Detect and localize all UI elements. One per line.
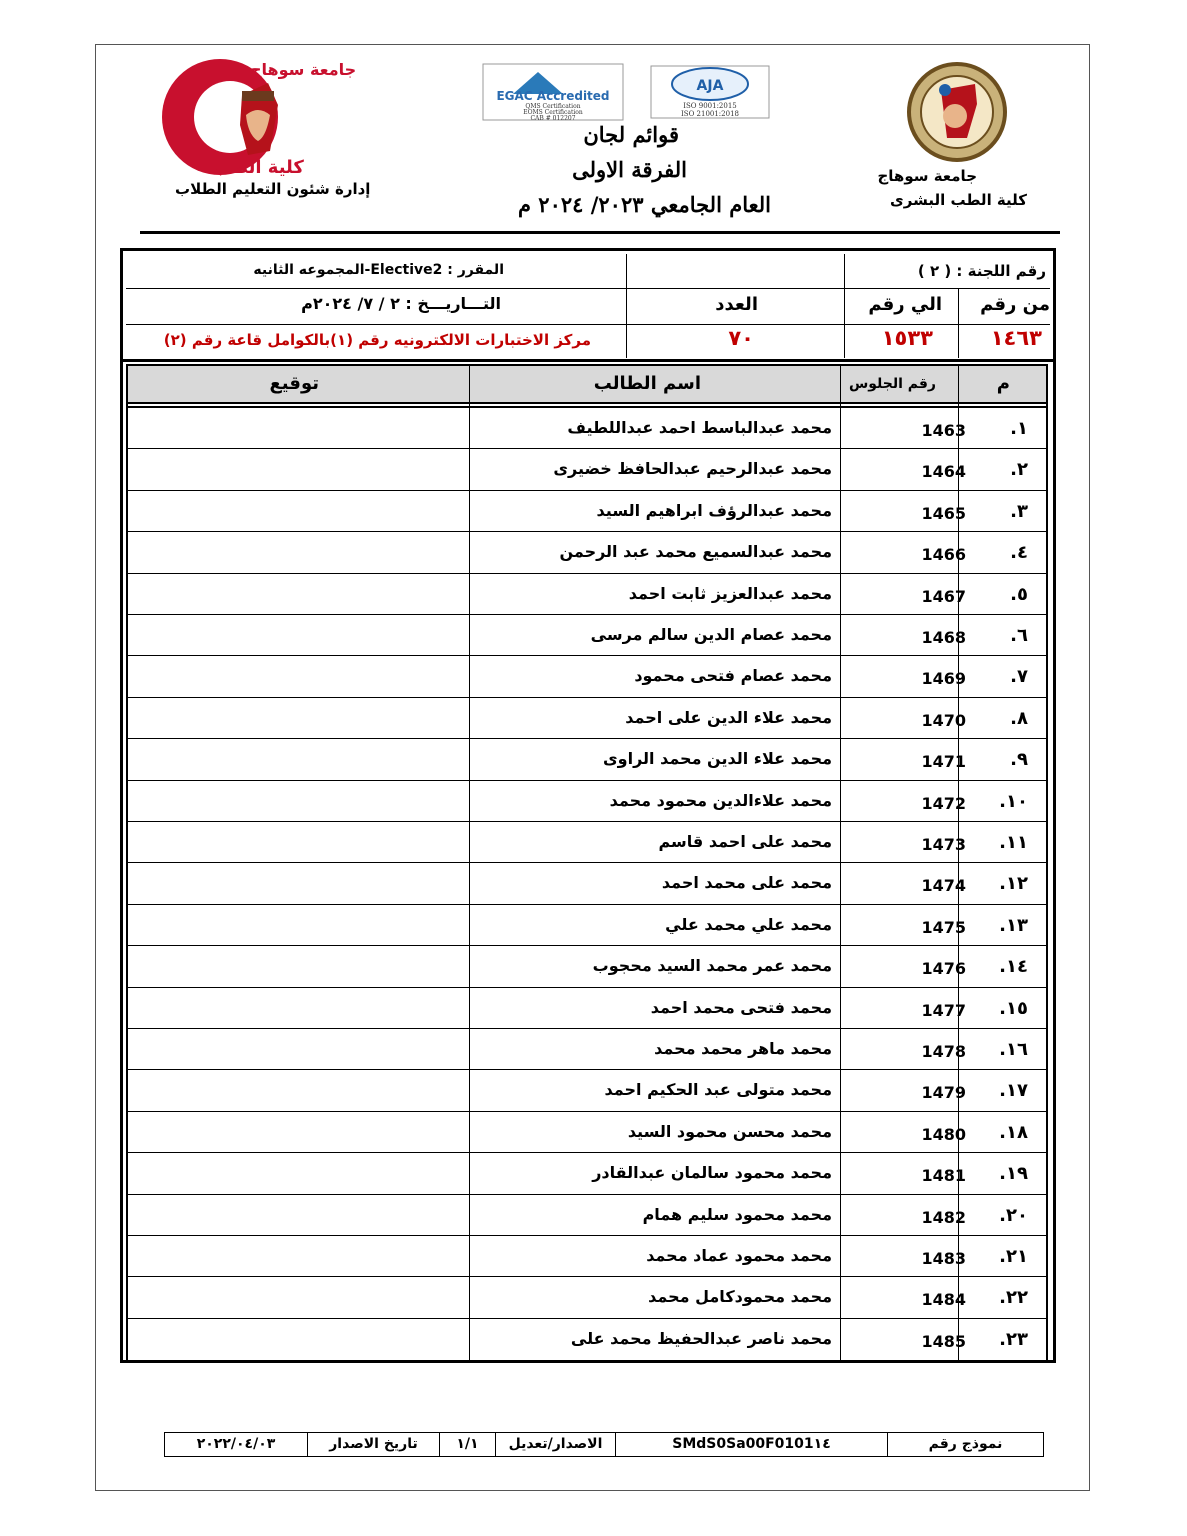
signature-cell[interactable] [126, 988, 468, 1028]
signature-cell[interactable] [126, 698, 468, 738]
table-row [126, 781, 1048, 822]
row-number: ١٨. [999, 1121, 1028, 1143]
header-num: م [996, 373, 1010, 394]
seat-number: 1481 [921, 1166, 966, 1186]
student-name: محمد علاء الدين على احمد [625, 707, 832, 727]
signature-cell[interactable] [126, 781, 468, 821]
egac-label: EGAC Accredited [496, 89, 610, 103]
row-number: ١. [1010, 418, 1028, 439]
table-row [126, 1112, 1048, 1153]
faculty-name: كلية الطب البشرى [889, 191, 1027, 209]
header-name: اسم الطالب [593, 373, 701, 394]
signature-cell[interactable] [126, 905, 468, 945]
signature-cell[interactable] [126, 1319, 468, 1360]
table-row [126, 615, 1048, 656]
table-row [126, 698, 1048, 739]
signature-cell[interactable] [126, 408, 468, 448]
table-row [126, 574, 1048, 615]
signature-cell[interactable] [126, 615, 468, 655]
info-row-committee [126, 254, 1050, 289]
university-name: جامعة سوهاج [877, 167, 977, 185]
student-name: محمد محمود سليم همام [642, 1204, 832, 1224]
student-name: محمد محمود عماد محمد [646, 1246, 832, 1265]
seat-number: 1476 [921, 959, 966, 979]
table-row [126, 905, 1048, 946]
seat-number: 1463 [921, 421, 966, 440]
seat-number: 1464 [921, 462, 966, 482]
signature-cell[interactable] [126, 449, 468, 489]
svg-text:CAB # 012207: CAB # 012207 [530, 115, 576, 122]
student-name: محمد محسن محمود السيد [627, 1121, 832, 1141]
table-row [126, 1029, 1048, 1070]
signature-cell[interactable] [126, 1195, 468, 1235]
table-row [126, 988, 1048, 1029]
university-logo [905, 60, 1010, 165]
title-lists: قوائم لجان [583, 122, 679, 147]
signature-cell[interactable] [126, 863, 468, 903]
row-number: ٦. [1010, 625, 1028, 646]
document-footer [164, 1432, 1044, 1457]
table-row [126, 739, 1048, 780]
signature-cell[interactable] [126, 739, 468, 779]
table-row [126, 1236, 1048, 1277]
row-number: ١٩. [999, 1163, 1028, 1185]
row-number: ٢٣. [999, 1328, 1028, 1350]
seat-number: 1473 [921, 835, 966, 854]
student-name: محمد عبدالرحيم عبدالحافظ خضيرى [553, 459, 832, 479]
issue-value: ١/١ [439, 1433, 495, 1456]
table-row [126, 1070, 1048, 1111]
seat-number: 1466 [921, 545, 966, 565]
student-name: محمد عبدالباسط احمد عبداللطيف [567, 418, 832, 437]
signature-cell[interactable] [126, 574, 468, 614]
row-number: ٥. [1010, 583, 1028, 605]
to-value: ١٥٣٣ [881, 326, 933, 350]
student-name: محمد علاءالدين محمود محمد [609, 790, 832, 810]
signature-cell[interactable] [126, 1112, 468, 1152]
row-number: ٢٢. [999, 1287, 1028, 1309]
row-number: ٤. [1010, 542, 1028, 564]
header-seat: رقم الجلوس [848, 376, 936, 392]
issue-date-value: ٢٠٢٢/٠٤/٠٣ [196, 1436, 276, 1452]
student-name: محمد محمودكامل محمد [648, 1287, 832, 1307]
signature-cell[interactable] [126, 1236, 468, 1276]
seat-number: 1474 [921, 876, 966, 896]
student-name: محمد متولى عبد الحكيم احمد [604, 1080, 832, 1100]
certification-logos [483, 64, 771, 120]
course-label: المقرر : Elective2-المجموعه الثانيه [253, 262, 504, 278]
exam-location: مركز الاختبارات الالكترونيه رقم (١)بالكوامل قاعة رقم (٢) [163, 331, 591, 349]
info-row-labels [126, 288, 1050, 325]
student-name: محمد عصام فتحى محمود [634, 666, 832, 686]
table-row [126, 1319, 1048, 1360]
student-name: محمد علي محمد علي [665, 914, 832, 934]
row-number: ٢١. [999, 1246, 1028, 1267]
seat-number: 1465 [921, 503, 966, 523]
student-name: محمد محمود سالمان عبدالقادر [592, 1163, 832, 1183]
svg-text:كلية الطب: كلية الطب [212, 157, 304, 178]
faculty-logo [150, 55, 357, 185]
signature-cell[interactable] [126, 1029, 468, 1069]
row-number: ٣. [1010, 500, 1028, 522]
header-signature: توقيع [269, 373, 319, 394]
table-row [126, 449, 1048, 490]
header-divider [140, 231, 1060, 234]
row-number: ٧. [1010, 666, 1028, 688]
student-name: محمد ناصر عبدالحفيظ محمد على [570, 1328, 832, 1348]
seat-number: 1470 [921, 710, 966, 730]
form-number-value: SMdS0Sa00F0101١٤ [615, 1433, 887, 1456]
seat-number: 1477 [921, 1000, 966, 1020]
row-number: ١٥. [999, 997, 1028, 1019]
row-number: ١٤. [999, 956, 1028, 978]
seat-number: 1475 [921, 917, 966, 937]
signature-cell[interactable] [126, 532, 468, 572]
committee-number: رقم اللجنة : ( ٢ ) [917, 262, 1046, 280]
seat-number: 1482 [921, 1207, 966, 1227]
seat-number: 1468 [921, 628, 966, 647]
signature-cell[interactable] [126, 656, 468, 696]
svg-text:ISO 9001:2015: ISO 9001:2015 [683, 102, 737, 110]
svg-text:جامعة سوهاج: جامعة سوهاج [250, 60, 357, 79]
seat-number: 1485 [921, 1331, 966, 1351]
student-name: محمد ماهر محمد محمد [654, 1039, 832, 1058]
row-number: ١٦. [999, 1039, 1028, 1060]
from-value: ١٤٦٣ [990, 326, 1042, 350]
signature-cell[interactable] [126, 1070, 468, 1110]
seat-number: 1484 [921, 1290, 966, 1310]
student-name: محمد عبدالسميع محمد عبد الرحمن [559, 542, 832, 562]
seat-number: 1480 [921, 1124, 966, 1144]
count-label: العدد [715, 294, 758, 315]
table-row [126, 946, 1048, 987]
issue-date-label: تاريخ الاصدار [307, 1433, 439, 1456]
title-level: الفرقة الاولى [572, 157, 687, 182]
student-name: محمد على احمد قاسم [658, 832, 832, 851]
table-row [126, 656, 1048, 697]
row-number: ١١. [999, 832, 1028, 853]
row-number: ٨. [1010, 707, 1028, 729]
table-row [126, 863, 1048, 904]
from-label: من رقم [980, 294, 1050, 315]
svg-text:EOMS Certification: EOMS Certification [523, 109, 583, 116]
to-label: الي رقم [868, 294, 942, 315]
row-number: ٢. [1010, 459, 1028, 481]
student-name: محمد عبدالعزيز ثابت احمد [628, 583, 832, 603]
row-number: ١٢. [999, 873, 1028, 895]
title-academic-year: العام الجامعي ٢٠٢٣/ ٢٠٢٤ م [517, 192, 771, 217]
table-row [126, 491, 1048, 532]
table-row [126, 1277, 1048, 1318]
signature-cell[interactable] [126, 1277, 468, 1317]
table-row [126, 408, 1048, 449]
table-row [126, 532, 1048, 573]
seat-number: 1467 [921, 586, 966, 606]
seat-number: 1469 [921, 669, 966, 689]
row-number: ٩. [1010, 749, 1028, 771]
student-name: محمد عمر محمد السيد محجوب [592, 956, 832, 976]
table-row [126, 1195, 1048, 1236]
signature-cell[interactable] [126, 1153, 468, 1193]
signature-cell[interactable] [126, 491, 468, 531]
row-number: ١٧. [999, 1080, 1028, 1102]
seat-number: 1479 [921, 1083, 966, 1103]
table-row [126, 1153, 1048, 1194]
seat-number: 1478 [921, 1042, 966, 1061]
svg-text:ISO 21001:2018: ISO 21001:2018 [681, 110, 739, 118]
student-table-header [126, 364, 1048, 404]
row-number: ١٣. [999, 914, 1028, 936]
seat-number: 1483 [921, 1249, 966, 1268]
seat-number: 1471 [921, 752, 966, 772]
signature-cell[interactable] [126, 946, 468, 986]
student-name: محمد عصام الدين سالم مرسى [590, 625, 832, 644]
row-number: ١٠. [999, 790, 1028, 812]
info-row-values [126, 324, 1050, 358]
student-name: محمد فتحى محمد احمد [650, 997, 832, 1017]
student-name: محمد عبدالرؤف ابراهيم السيد [596, 500, 832, 520]
student-name: محمد على محمد احمد [661, 873, 832, 893]
aja-label: AJA [696, 78, 724, 94]
table-row [126, 822, 1048, 863]
student-name: محمد علاء الدين محمد الراوى [602, 749, 832, 769]
form-number-label: نموذج رقم [887, 1433, 1043, 1456]
svg-text:QMS Certification: QMS Certification [525, 103, 581, 110]
signature-cell[interactable] [126, 822, 468, 862]
count-value: ٧٠ [728, 326, 754, 350]
committee-info-table [120, 248, 1056, 362]
seat-number: 1472 [921, 793, 966, 813]
issue-label: الاصدار/تعديل [495, 1433, 615, 1456]
row-number: ٢٠. [999, 1204, 1028, 1226]
exam-date: التـــاريـــخ : ٢ / ٧/ ٢٠٢٤م [301, 294, 501, 313]
department-title: إدارة شئون التعليم الطلاب [175, 180, 371, 198]
